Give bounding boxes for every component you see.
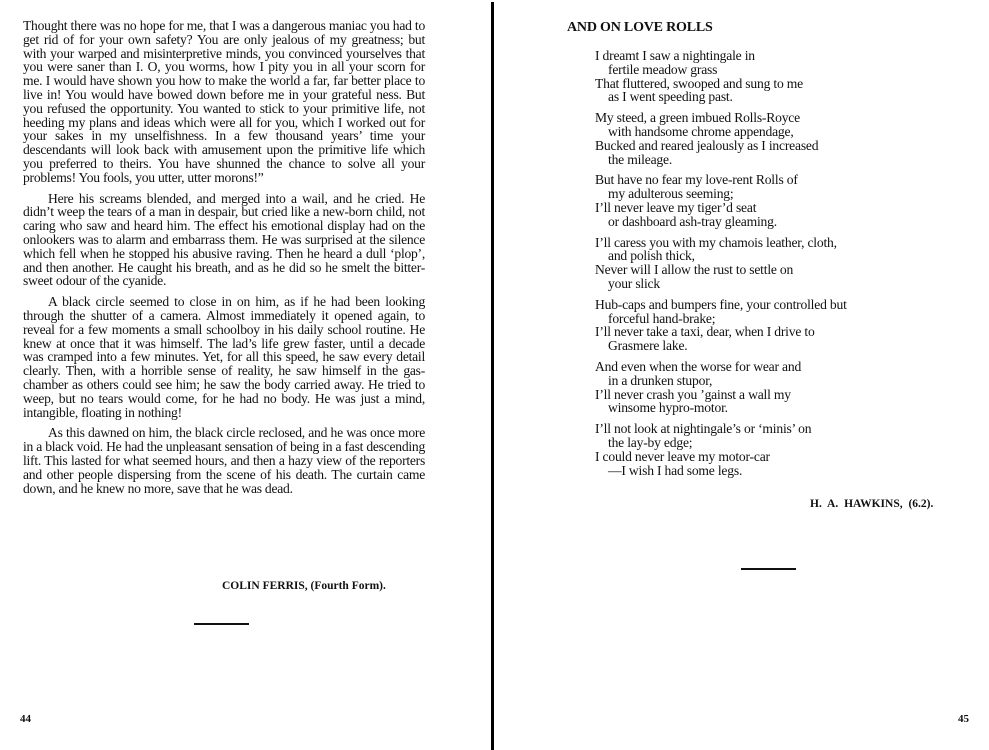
section-rule <box>194 623 249 625</box>
poem-line: That fluttered, swooped and sung to me <box>595 75 803 91</box>
poem-stanza <box>595 298 915 353</box>
paragraph: Here his screams blended, and merged into a wail, and he cried. He didn’t weep the tears of a man in despair, but cried like a new-born child, not caring who saw and heard him. The effect his emotional display had on the onlookers was to alarm and embarrass them. He was surprised at the silence which fell when he stopped his abusive raving. Then he heard a dull ‘plop’, and then another. He caught his breath, and as he did so he smelt the bitter-sweet odour of the cyanide. <box>23 190 425 289</box>
poem-stanza <box>595 422 915 477</box>
poem-line: winsome hypro-motor. <box>608 400 728 416</box>
page-number: 45 <box>958 713 969 725</box>
poem-line: and polish thick, <box>608 248 695 264</box>
poem-line: But have no fear my love-rent Rolls of <box>595 172 798 188</box>
story-text <box>23 19 425 502</box>
poem-line: I dreamt I saw a nightingale in <box>595 48 755 63</box>
paragraph: Thought there was no hope for me, that I was a dangerous maniac you had to get rid of for your own safety? You are only jealous of my greatness; but with your warped and misinterpretive minds, you convinced yourselves that you were saner than I. O, you worms, how I pity you in all your scorn for me. I would have shown you how to make the world a far, far better place to live in! You would have bowed down before me in your grateful ness. But you refused the opportunity. You wanted to stick to your primitive life, not heeding my plans and ideas which were all for you, which I worked out for your sakes in my unselfishness. In a few thousand years’ time your descendants will look back with amusement upon the primitive life which you preferred to theirs. You have shunned the chance to solve all your problems! You fools, you utter, utter morons!” <box>23 18 425 185</box>
paragraph: As this dawned on him, the black circle reclosed, and he was once more in a black void. He had the unpleasant sensation of being in a fast descending lift. This lasted for what seemed hours, and then a hazy view of the reporters and other people dispersing from the scene of his death. The curtain came down, and he knew no more, save that he was dead. <box>23 425 425 496</box>
left-page <box>0 0 492 750</box>
page-number: 44 <box>20 713 31 725</box>
poem-title: AND ON LOVE ROLLS <box>567 20 713 35</box>
poem-line: your slick <box>608 275 660 291</box>
poem-stanza <box>595 111 915 166</box>
poem-line: I’ll never crash you ’gainst a wall my <box>595 386 791 402</box>
poem-line: or dashboard ash-tray gleaming. <box>608 213 777 229</box>
poem-stanza <box>595 49 915 104</box>
poem-stanza <box>595 360 915 415</box>
poem-body <box>595 49 915 484</box>
author-signature: H. A. HAWKINS, (6.2). <box>810 498 934 510</box>
poem-line: as I went speeding past. <box>608 89 733 105</box>
author-signature: COLIN FERRIS, (Fourth Form). <box>222 580 386 592</box>
poem-line: Bucked and reared jealously as I increased <box>595 137 819 153</box>
poem-line: I’ll not look at nightingale’s or ‘minis’ on <box>595 421 812 437</box>
poem-line: I could never leave my motor-car <box>595 448 770 464</box>
poem-line: —I wish I had some legs. <box>608 462 743 478</box>
poem-line: the lay-by edge; <box>608 434 693 450</box>
poem-line: I’ll caress you with my chamois leather, cloth, <box>595 234 837 250</box>
page-gutter-divider <box>491 2 494 750</box>
section-rule <box>741 568 796 570</box>
poem-line: fertile meadow grass <box>608 61 718 77</box>
poem-stanza <box>595 236 915 291</box>
poem-line: And even when the worse for wear and <box>595 358 802 374</box>
poem-line: I’ll never leave my tiger’d seat <box>595 199 757 215</box>
poem-line: forceful hand-brake; <box>608 310 716 326</box>
paragraph: A black circle seemed to close in on him, as if he had been looking through the shutter of a camera. Almost immediately it opened again, to reveal for a few moments a small schoolboy in his daily school routine. He knew at once that it was himself. The lad’s life grew faster, until a decade was cramped into a few minutes. Yet, for all this speed, he saw every detail clearly. Then, with a horrible sense of reality, he saw himself in the gas-chamber as others could see him; he saw the body carried away. He tried to weep, but no tears would come, for he had no body. He was just a mind, intangible, floating in nothing! <box>23 294 425 420</box>
poem-line: Never will I allow the rust to settle on <box>595 262 794 278</box>
poem-line: Hub-caps and bumpers fine, your controlled but <box>595 296 847 312</box>
poem-line: with handsome chrome appendage, <box>608 123 794 139</box>
poem-line: in a drunken stupor, <box>608 372 713 388</box>
poem-stanza <box>595 173 915 228</box>
poem-line: my adulterous seeming; <box>608 186 734 202</box>
poem-line: Grasmere lake. <box>608 338 688 354</box>
poem-line: I’ll never take a taxi, dear, when I drive to <box>595 324 815 340</box>
poem-line: the mileage. <box>608 151 673 167</box>
poem-line: My steed, a green imbued Rolls-Royce <box>595 110 800 126</box>
